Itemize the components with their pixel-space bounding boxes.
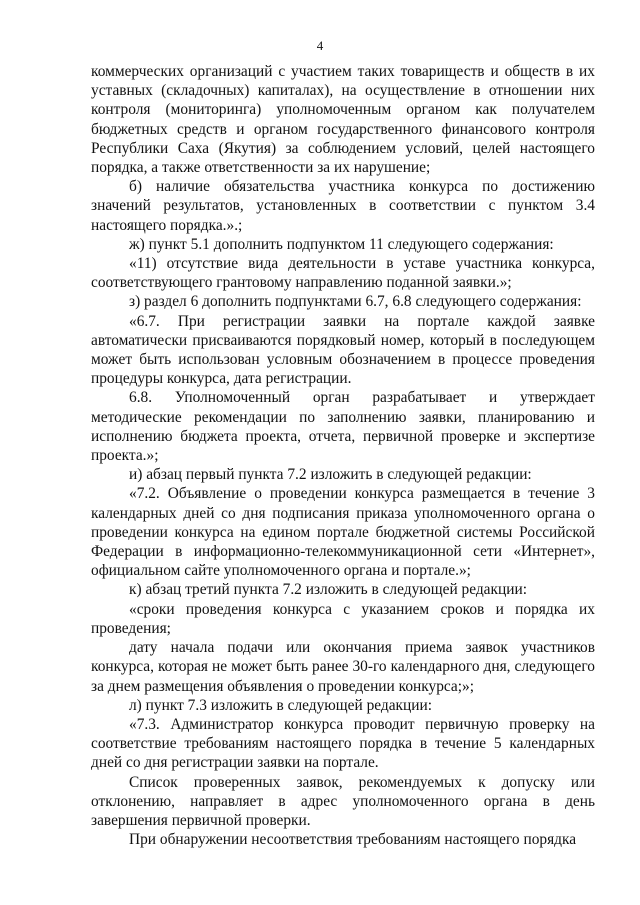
paragraph: «6.7. При регистрации заявки на портале каждой заявке автоматически присваиваются порядковый номер, который в последующем может быть использован условным обозначением в процессе проведения процедуры конкурса, дата регистрации.	[91, 312, 595, 388]
paragraph: коммерческих организаций с участием таких товариществ и обществ в их уставных (складочных) капиталах), на осуществление в отношении них контроля (мониторинга) уполномоченным органом как получателем бюджетных средств и органом государственного финансового контроля Республики Саха (Якутия) за соблюдением условий, целей настоящего порядка, а также ответственности за их нарушение;	[91, 63, 595, 177]
page-number: 4	[316, 38, 324, 53]
paragraph: дату начала подачи или окончания приема заявок участников конкурса, которая не может быть ранее 30-го календарного дня, следующего за днем размещения объявления о проведении конкурса;»;	[91, 639, 595, 695]
paragraph: з) раздел 6 дополнить подпунктами 6.7, 6.8 следующего содержания:	[129, 293, 582, 311]
paragraph: ж) пункт 5.1 дополнить подпунктом 11 следующего содержания:	[129, 235, 554, 253]
paragraph: и) абзац первый пункта 7.2 изложить в следующей редакции:	[129, 466, 532, 484]
document-body	[91, 62, 595, 849]
paragraph: Список проверенных заявок, рекомендуемых к допуску или отклонению, направляет в адрес уполномоченного органа в день завершения первичной проверки.	[91, 773, 595, 829]
paragraph: б) наличие обязательства участника конкурса по достижению значений результатов, установленных в соответствии с пунктом 3.4 настоящего порядка.».;	[91, 178, 595, 234]
paragraph: л) пункт 7.3 изложить в следующей редакции:	[129, 696, 433, 714]
paragraph: 6.8. Уполномоченный орган разрабатывает и утверждает методические рекомендации по заполнению заявки, планированию и исполнению бюджета проекта, отчета, первичной проверке и экспертизе проекта.»;	[91, 389, 595, 465]
paragraph: «7.3. Администратор конкурса проводит первичную проверку на соответствие требованиям настоящего порядка в течение 5 календарных дней со дня регистрации заявки на портале.	[91, 715, 595, 772]
paragraph: «7.2. Объявление о проведении конкурса размещается в течение 3 календарных дней со дня подписания приказа уполномоченного органа о проведении конкурса на едином портале бюджетной системы Российской Федерации в информационно-телекоммуникационной сети «Интернет», официальном сайте уполномоченного органа и портале.»;	[91, 485, 595, 580]
paragraph: «11) отсутствие вида деятельности в уставе участника конкурса, соответствующего грантовому направлению поданной заявки.»;	[91, 255, 595, 292]
paragraph: «сроки проведения конкурса с указанием сроков и порядка их проведения;	[91, 600, 595, 637]
paragraph: к) абзац третий пункта 7.2 изложить в следующей редакции:	[129, 581, 527, 599]
paragraph: При обнаружении несоответствия требованиям настоящего порядка	[129, 831, 577, 849]
